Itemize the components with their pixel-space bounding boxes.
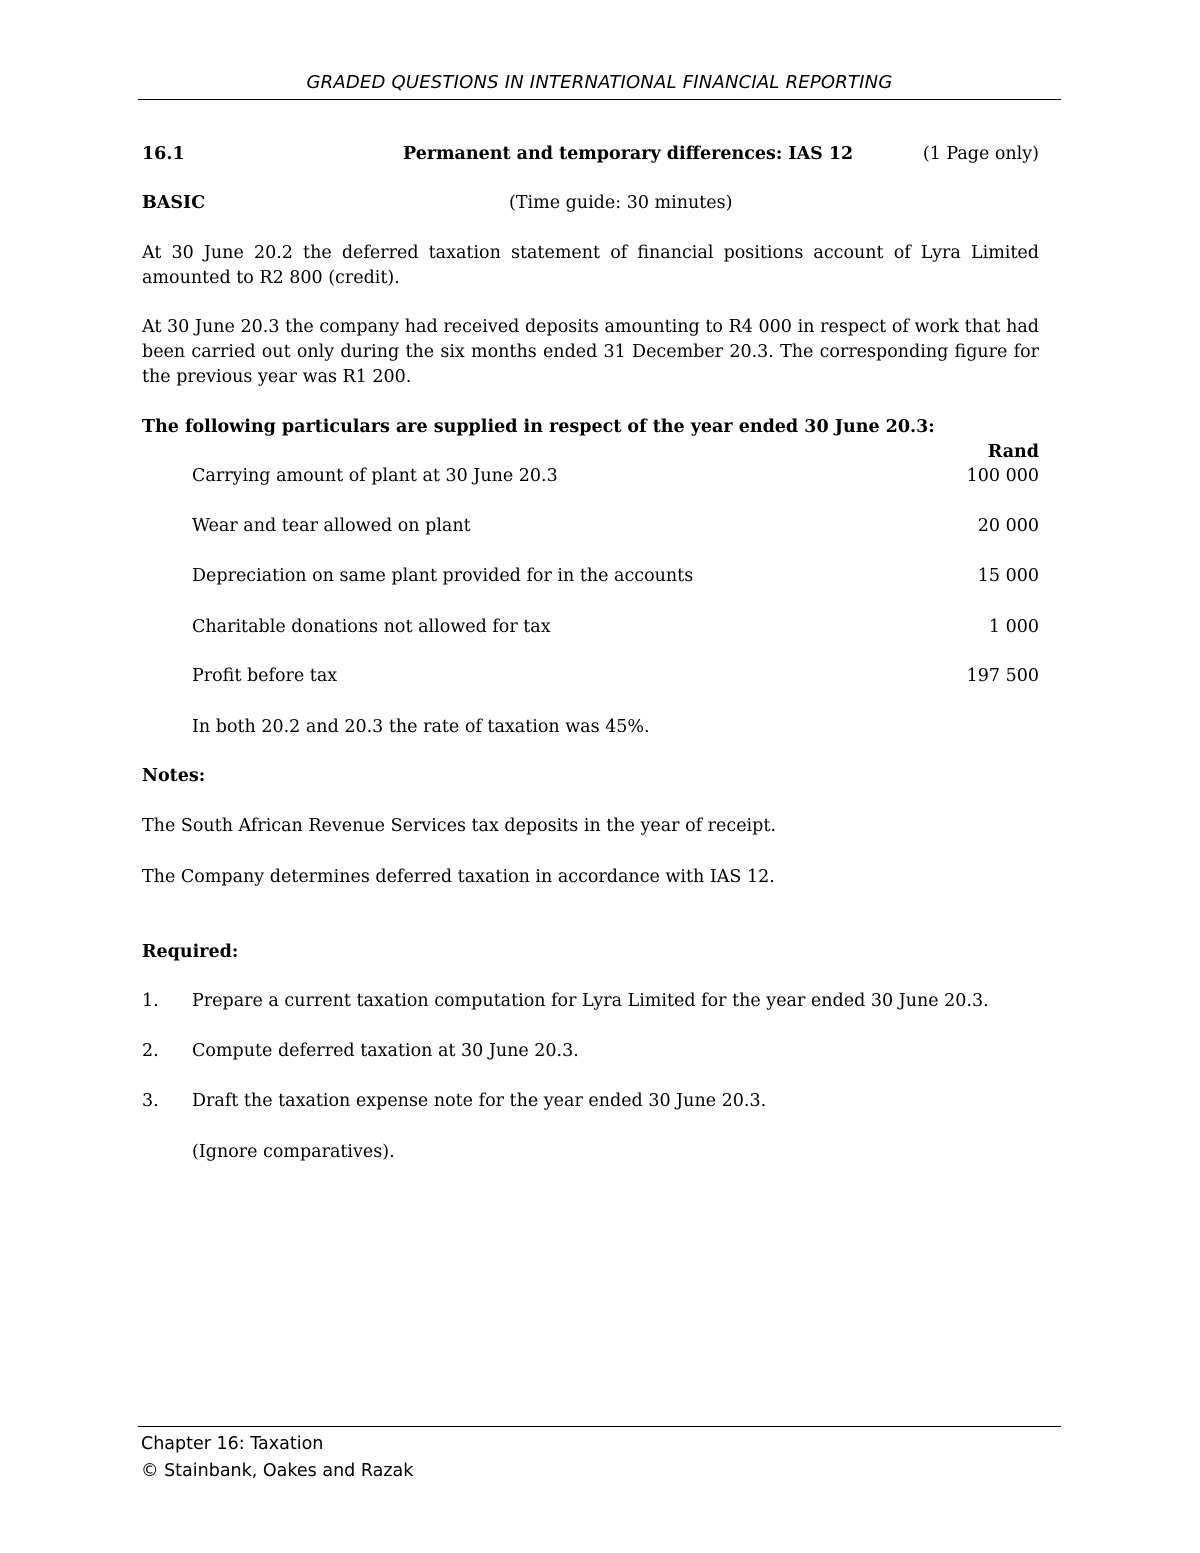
notes-heading: Notes: — [142, 766, 206, 786]
required-item-text: Compute deferred taxation at 30 June 20.3. — [192, 1041, 579, 1061]
particular-amount: 100 000 — [966, 466, 1039, 486]
header-rule — [138, 99, 1061, 100]
tax-rate-note: In both 20.2 and 20.3 the rate of taxation was 45%. — [192, 717, 650, 737]
particulars-heading: The following particulars are supplied in respect of the year ended 30 June 20.3: — [142, 417, 935, 437]
running-header: GRADED QUESTIONS IN INTERNATIONAL FINANCIAL REPORTING — [306, 72, 893, 93]
particular-label: Charitable donations not allowed for tax — [192, 617, 551, 637]
required-item-text: Prepare a current taxation computation for Lyra Limited for the year ended 30 June 20.3. — [192, 991, 989, 1011]
particular-amount: 1 000 — [988, 617, 1039, 637]
paragraph-deposits: At 30 June 20.3 the company had received deposits amounting to R4 000 in respect of work that had been carried out only during the six months ended 31 December 20.3. The corresponding figure for the previous year was R1 200. — [142, 317, 1039, 387]
rand-column-header: Rand — [987, 442, 1039, 462]
time-guide: (Time guide: 30 minutes) — [509, 193, 733, 213]
required-item-text: Draft the taxation expense note for the year ended 30 June 20.3. — [192, 1091, 767, 1111]
required-item-number: 3. — [142, 1091, 159, 1111]
required-item-number: 2. — [142, 1041, 159, 1061]
particular-label: Wear and tear allowed on plant — [192, 516, 471, 536]
ignore-comparatives-note: (Ignore comparatives). — [192, 1142, 395, 1162]
question-title: Permanent and temporary differences: IAS 12 — [403, 144, 854, 164]
question-number: 16.1 — [142, 144, 185, 164]
page-limit: (1 Page only) — [922, 144, 1039, 164]
particular-amount: 20 000 — [977, 516, 1039, 536]
particular-label: Carrying amount of plant at 30 June 20.3 — [192, 466, 558, 486]
paragraph-deferred-tax-balance: At 30 June 20.2 the deferred taxation statement of financial positions account of Lyra Limited amounted to R2 800 (credit). — [142, 243, 1039, 288]
required-heading: Required: — [142, 942, 239, 962]
difficulty-level: BASIC — [142, 193, 206, 213]
particular-amount: 197 500 — [966, 666, 1039, 686]
required-item-number: 1. — [142, 991, 159, 1011]
footer-rule — [138, 1426, 1061, 1427]
particular-label: Depreciation on same plant provided for in the accounts — [192, 566, 694, 586]
note-item: The South African Revenue Services tax deposits in the year of receipt. — [142, 816, 776, 836]
footer-chapter: Chapter 16: Taxation — [141, 1434, 324, 1454]
particular-amount: 15 000 — [977, 566, 1039, 586]
footer-copyright: © Stainbank, Oakes and Razak — [141, 1461, 414, 1481]
particular-label: Profit before tax — [192, 666, 338, 686]
note-item: The Company determines deferred taxation in accordance with IAS 12. — [142, 867, 775, 887]
